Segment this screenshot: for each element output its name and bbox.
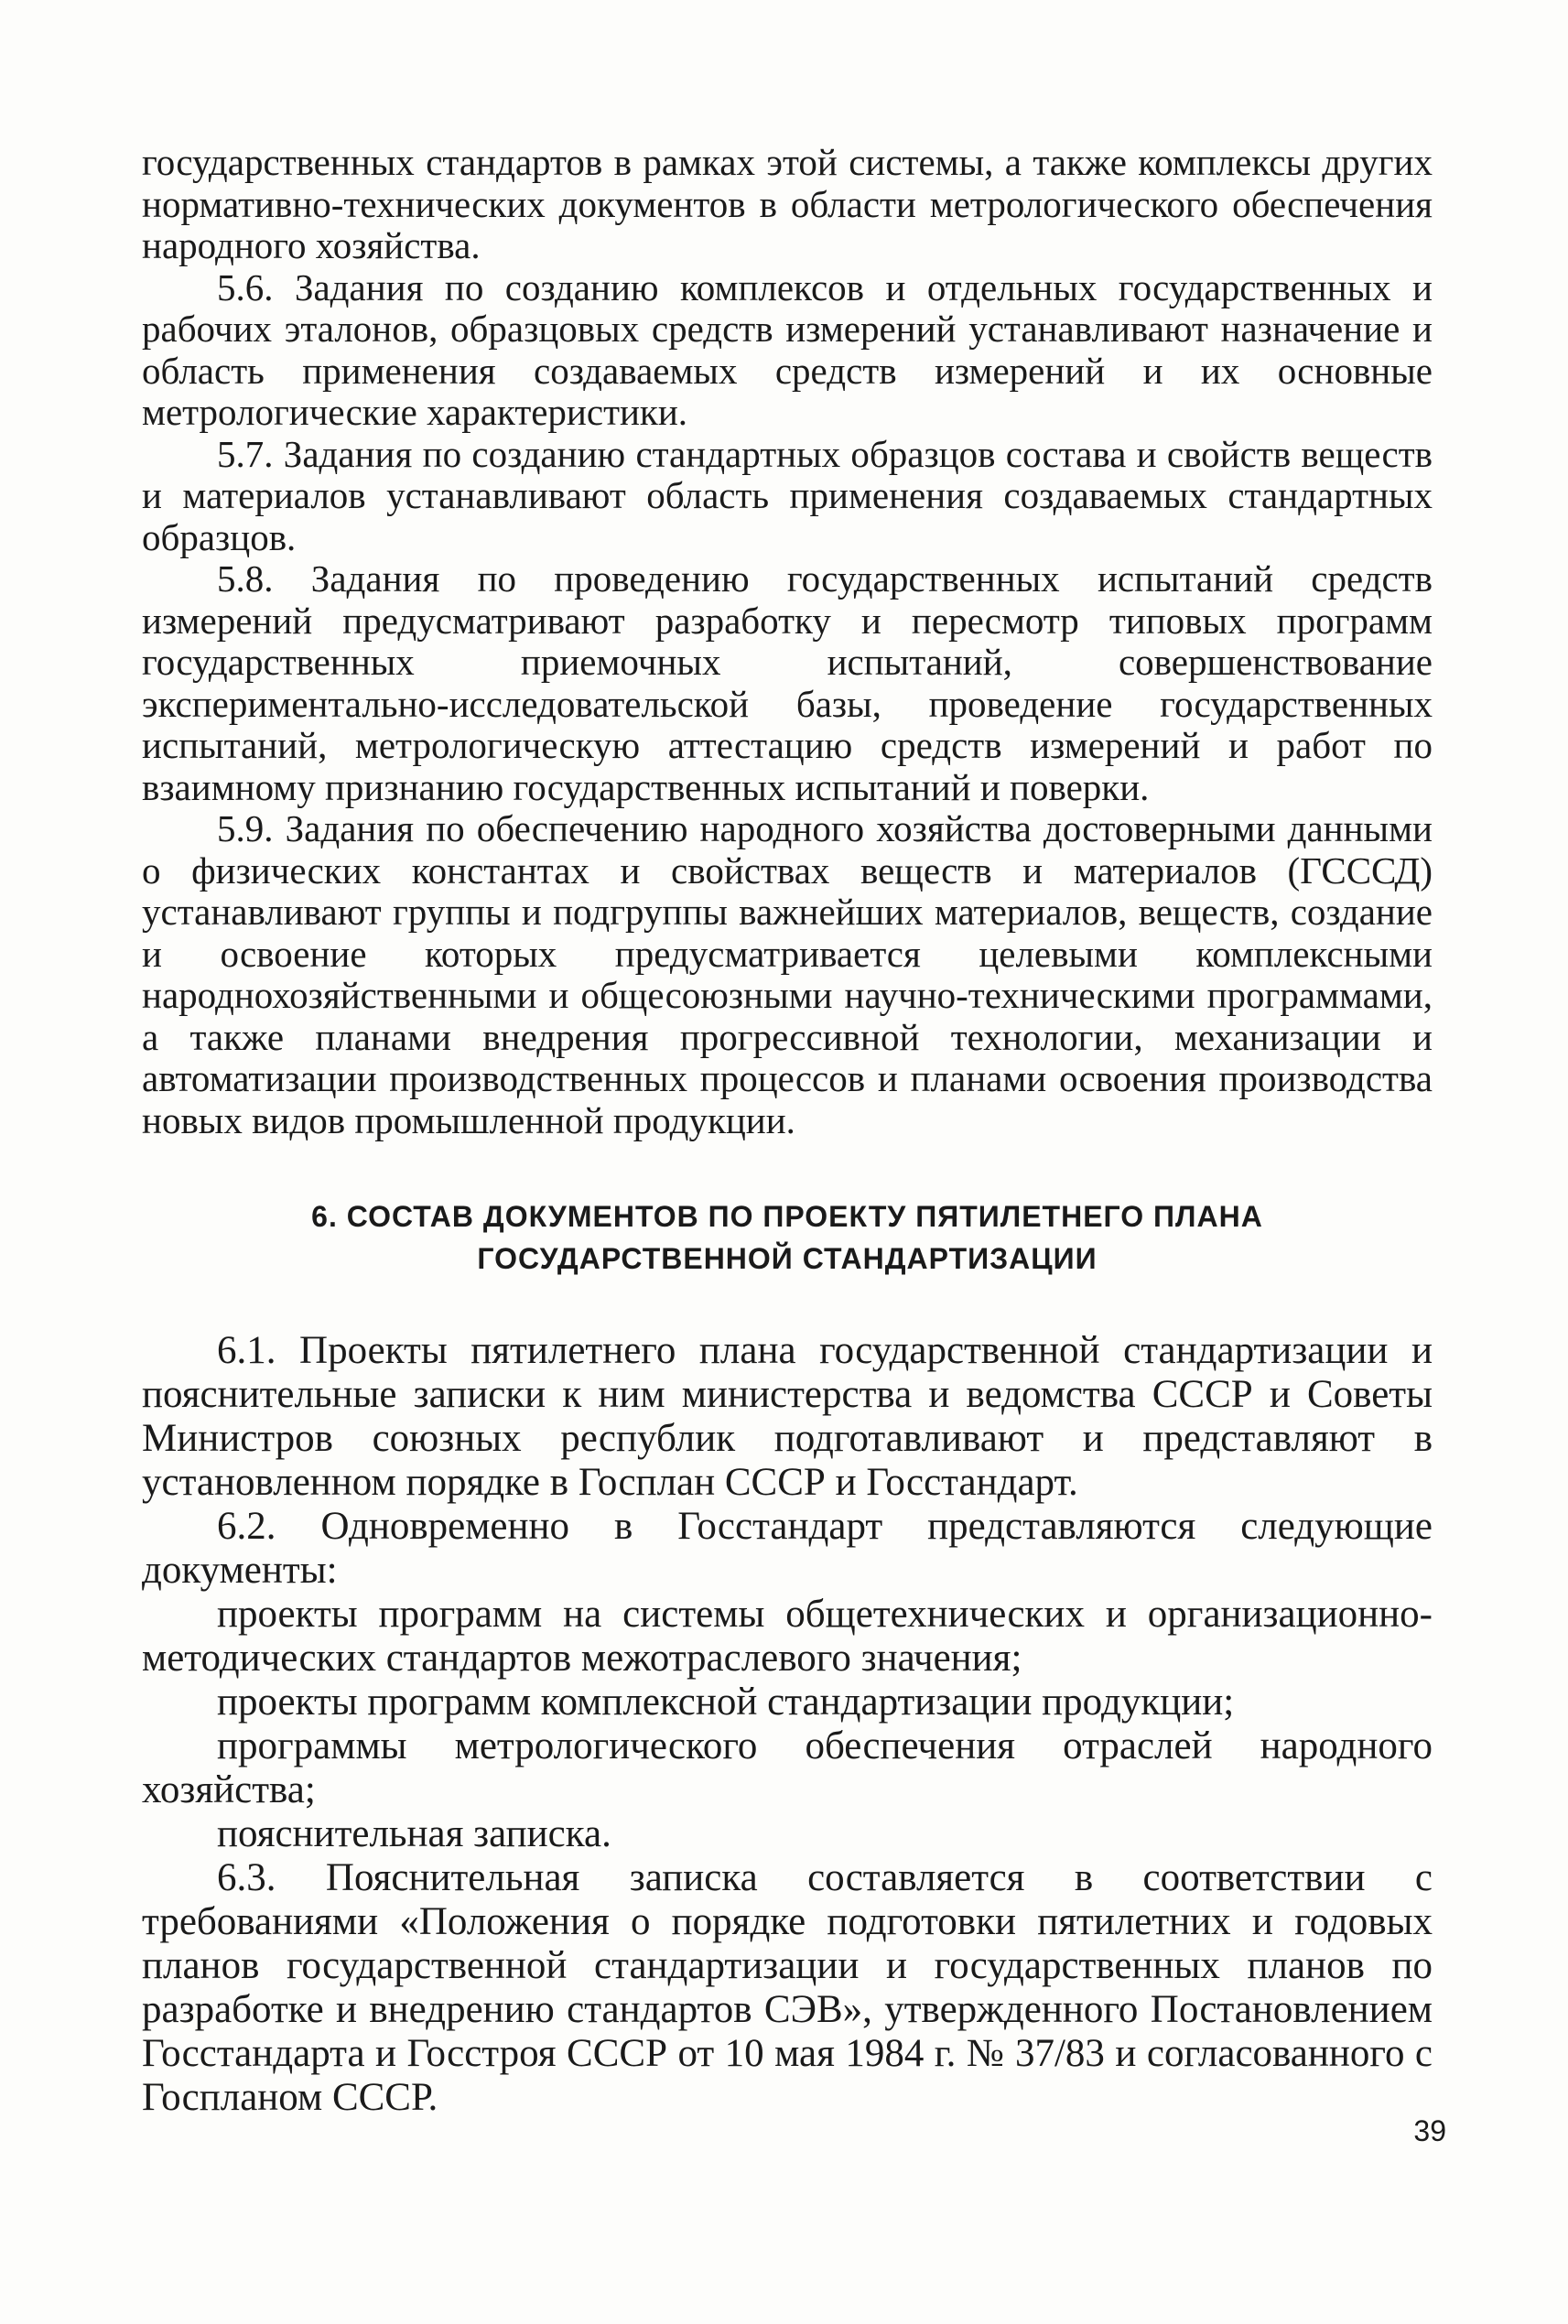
section-6-heading-line-2: ГОСУДАРСТВЕННОЙ СТАНДАРТИЗАЦИИ xyxy=(477,1242,1098,1275)
paragraph-5-8: 5.8. Задания по проведению государственных испытаний средств измерений предусматривают разработку и пересмотр типовых программ государственных приемочных испытаний, совершенствование экспериментально-исследовательской базы, проведение государственных испытаний, метрологическую аттестацию средств измерений и работ по взаимному признанию государственных испытаний и поверки. xyxy=(142,557,1433,808)
list-item: программы метрологического обеспечения отраслей народного хозяйства; xyxy=(142,1724,1433,1811)
page-text xyxy=(142,142,1433,2120)
paragraph-6-1: 6.1. Проекты пятилетнего плана государственной стандартизации и пояснительные записки к ним министерства и ведомства СССР и Советы Министров союзных республик подготавливают и представляют в установленном порядке в Госплан СССР и Госстандарт. xyxy=(142,1329,1433,1504)
list-item: пояснительная записка. xyxy=(217,1812,611,1855)
paragraph-6-2: 6.2. Одновременно в Госстандарт представляются следующие документы: xyxy=(142,1505,1433,1592)
paragraph-6-3: 6.3. Пояснительная записка составляется в соответствии с требованиями «Положения о порядке подготовки пятилетних и годовых планов государственной стандартизации и государственных планов по разработке и внедрению стандартов СЭВ», утвержденного Постановлением Госстандарта и Госстроя СССР от 10 мая 1984 г. № 37/83 и согласованного с Госпланом СССР. xyxy=(142,1856,1433,2119)
section-6-body xyxy=(142,1329,1433,2120)
page-number: 39 xyxy=(1413,2114,1446,2147)
section-6-heading xyxy=(142,1195,1433,1280)
paragraph-5-7: 5.7. Задания по созданию стандартных образцов состава и свойств веществ и материалов устанавливают область применения создаваемых стандартных образцов. xyxy=(142,432,1433,558)
paragraph-5-9: 5.9. Задания по обеспечению народного хозяйства достоверными данными о физических константах и свойствах веществ и материалов (ГСССД) устанавливают группы и подгруппы важнейших материалов, веществ, создание и освоение которых предусматривается целевыми комплексными народнохозяйственными и общесоюзными научно-техническими программами, а также планами внедрения прогрессивной технологии, механизации и автоматизации производственных процессов и планами освоения производства новых видов промышленной продукции. xyxy=(142,807,1433,1141)
list-item: проекты программ комплексной стандартизации продукции; xyxy=(217,1681,1235,1724)
list-item: проекты программ на системы общетехнических и организационно-методических стандартов межотраслевого значения; xyxy=(142,1593,1433,1680)
paragraph-intro: государственных стандартов в рамках этой системы, а также комплексы других нормативно-технических документов в области метрологического обеспечения народного хозяйства. xyxy=(142,141,1433,266)
section-6-heading-line-1: 6. СОСТАВ ДОКУМЕНТОВ ПО ПРОЕКТУ ПЯТИЛЕТНЕГО ПЛАНА xyxy=(311,1200,1263,1233)
paragraph-5-6: 5.6. Задания по созданию комплексов и отдельных государственных и рабочих эталонов, образцовых средств измерений устанавливают назначение и область применения создаваемых средств измерений и их основные метрологические характеристики. xyxy=(142,265,1433,433)
